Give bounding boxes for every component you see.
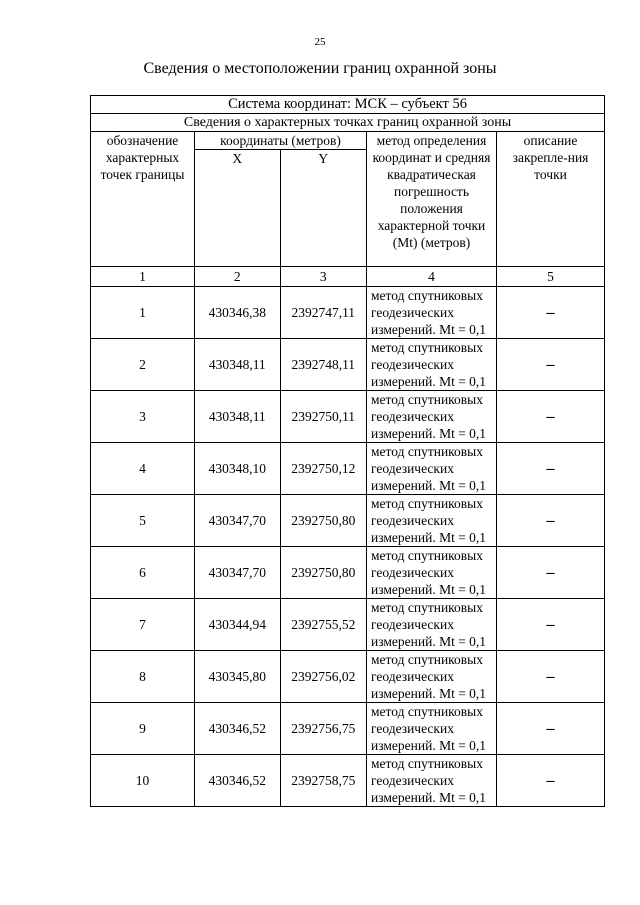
coordinates-cell [195,495,367,547]
document-title: Сведения о местоположении границ охранной зоны [143,60,497,77]
coordinates-table [90,95,605,807]
coordinates-cell [195,755,367,807]
method-cell: метод спутниковых геодезических измерений. Mt = 0,1 [367,703,497,755]
description-cell: – [497,599,605,651]
y-coordinate-cell: 2392758,75 [291,773,356,788]
x-coordinate-cell: 430348,11 [195,339,281,390]
y-coordinate-cell: 2392750,12 [291,461,356,476]
table-row [91,547,605,599]
x-coordinate-cell: 430346,52 [195,755,281,806]
coordinates-cell [195,599,367,651]
point-number-cell: 9 [91,703,195,755]
column-number: 2 [195,267,281,286]
x-coordinate-cell: 430346,52 [195,703,281,754]
column-number-pair [195,267,367,287]
description-cell: – [497,287,605,339]
point-number-cell: 7 [91,599,195,651]
x-coordinate-cell: 430348,10 [195,443,281,494]
point-number-cell: 6 [91,547,195,599]
point-number-cell: 5 [91,495,195,547]
col-header-coordinates-label: координаты (метров) [195,132,366,150]
points-header-row [91,114,605,132]
table-row [91,755,605,807]
table-row [91,599,605,651]
col-header-method: метод определения координат и средняя квадратическая погрешность положения характерной точки (Mt) (метров) [367,132,497,267]
method-cell: метод спутниковых геодезических измерений. Mt = 0,1 [367,651,497,703]
x-coordinate-cell: 430347,70 [195,495,281,546]
y-coordinate-cell: 2392750,80 [291,513,356,528]
col-header-coordinates [195,132,367,267]
table-row [91,443,605,495]
table-row [91,339,605,391]
y-coordinate-cell: 2392756,75 [291,721,356,736]
point-number-cell: 8 [91,651,195,703]
y-coordinate-cell: 2392750,11 [291,409,356,424]
description-cell: – [497,339,605,391]
y-coordinate-cell: 2392755,52 [291,617,356,632]
method-cell: метод спутниковых геодезических измерений. Mt = 0,1 [367,287,497,339]
coordinates-cell [195,391,367,443]
coordinates-cell [195,703,367,755]
column-number-row [91,267,605,287]
y-coordinate-cell: 2392750,80 [291,565,356,580]
coordinates-cell [195,443,367,495]
y-coordinate-cell: 2392747,11 [291,305,356,320]
column-header-row [91,132,605,267]
coordinate-system-header: Система координат: МСК – субъект 56 [91,96,605,114]
description-cell: – [497,755,605,807]
description-cell: – [497,547,605,599]
method-cell: метод спутниковых геодезических измерений. Mt = 0,1 [367,339,497,391]
description-cell: – [497,703,605,755]
x-coordinate-cell: 430347,70 [195,547,281,598]
x-coordinate-cell: 430348,11 [195,391,281,442]
x-coordinate-cell: 430344,94 [195,599,281,650]
description-cell: – [497,391,605,443]
table-row [91,287,605,339]
point-number-cell: 4 [91,443,195,495]
method-cell: метод спутниковых геодезических измерений. Mt = 0,1 [367,547,497,599]
y-coordinate-cell: 2392748,11 [291,357,356,372]
table-row [91,651,605,703]
method-cell: метод спутниковых геодезических измерений. Mt = 0,1 [367,755,497,807]
col-header-description: описание закрепле-ния точки [497,132,605,267]
x-coordinate-cell: 430346,38 [195,287,281,338]
col-header-x: X [195,150,281,266]
column-number: 5 [497,267,605,287]
y-coordinate-cell: 2392756,02 [291,669,356,684]
system-header-row [91,96,605,114]
point-number-cell: 3 [91,391,195,443]
method-cell: метод спутниковых геодезических измерений. Mt = 0,1 [367,391,497,443]
description-cell: – [497,443,605,495]
description-cell: – [497,651,605,703]
col-header-designation: обозначение характерных точек границы [91,132,195,267]
col-header-y: Y [318,151,329,166]
point-number-cell: 2 [91,339,195,391]
column-number: 3 [319,269,327,284]
description-cell: – [497,495,605,547]
column-number: 4 [367,267,497,287]
method-cell: метод спутниковых геодезических измерений. Mt = 0,1 [367,495,497,547]
table-row [91,391,605,443]
coordinates-cell [195,339,367,391]
column-number: 1 [91,267,195,287]
x-coordinate-cell: 430345,80 [195,651,281,702]
page-number: 25 [314,36,326,48]
coordinates-cell [195,651,367,703]
method-cell: метод спутниковых геодезических измерений. Mt = 0,1 [367,443,497,495]
points-info-header: Сведения о характерных точках границ охранной зоны [91,114,605,132]
table-row [91,495,605,547]
table-row [91,703,605,755]
method-cell: метод спутниковых геодезических измерений. Mt = 0,1 [367,599,497,651]
point-number-cell: 1 [91,287,195,339]
coordinates-cell [195,547,367,599]
point-number-cell: 10 [91,755,195,807]
coordinates-cell [195,287,367,339]
